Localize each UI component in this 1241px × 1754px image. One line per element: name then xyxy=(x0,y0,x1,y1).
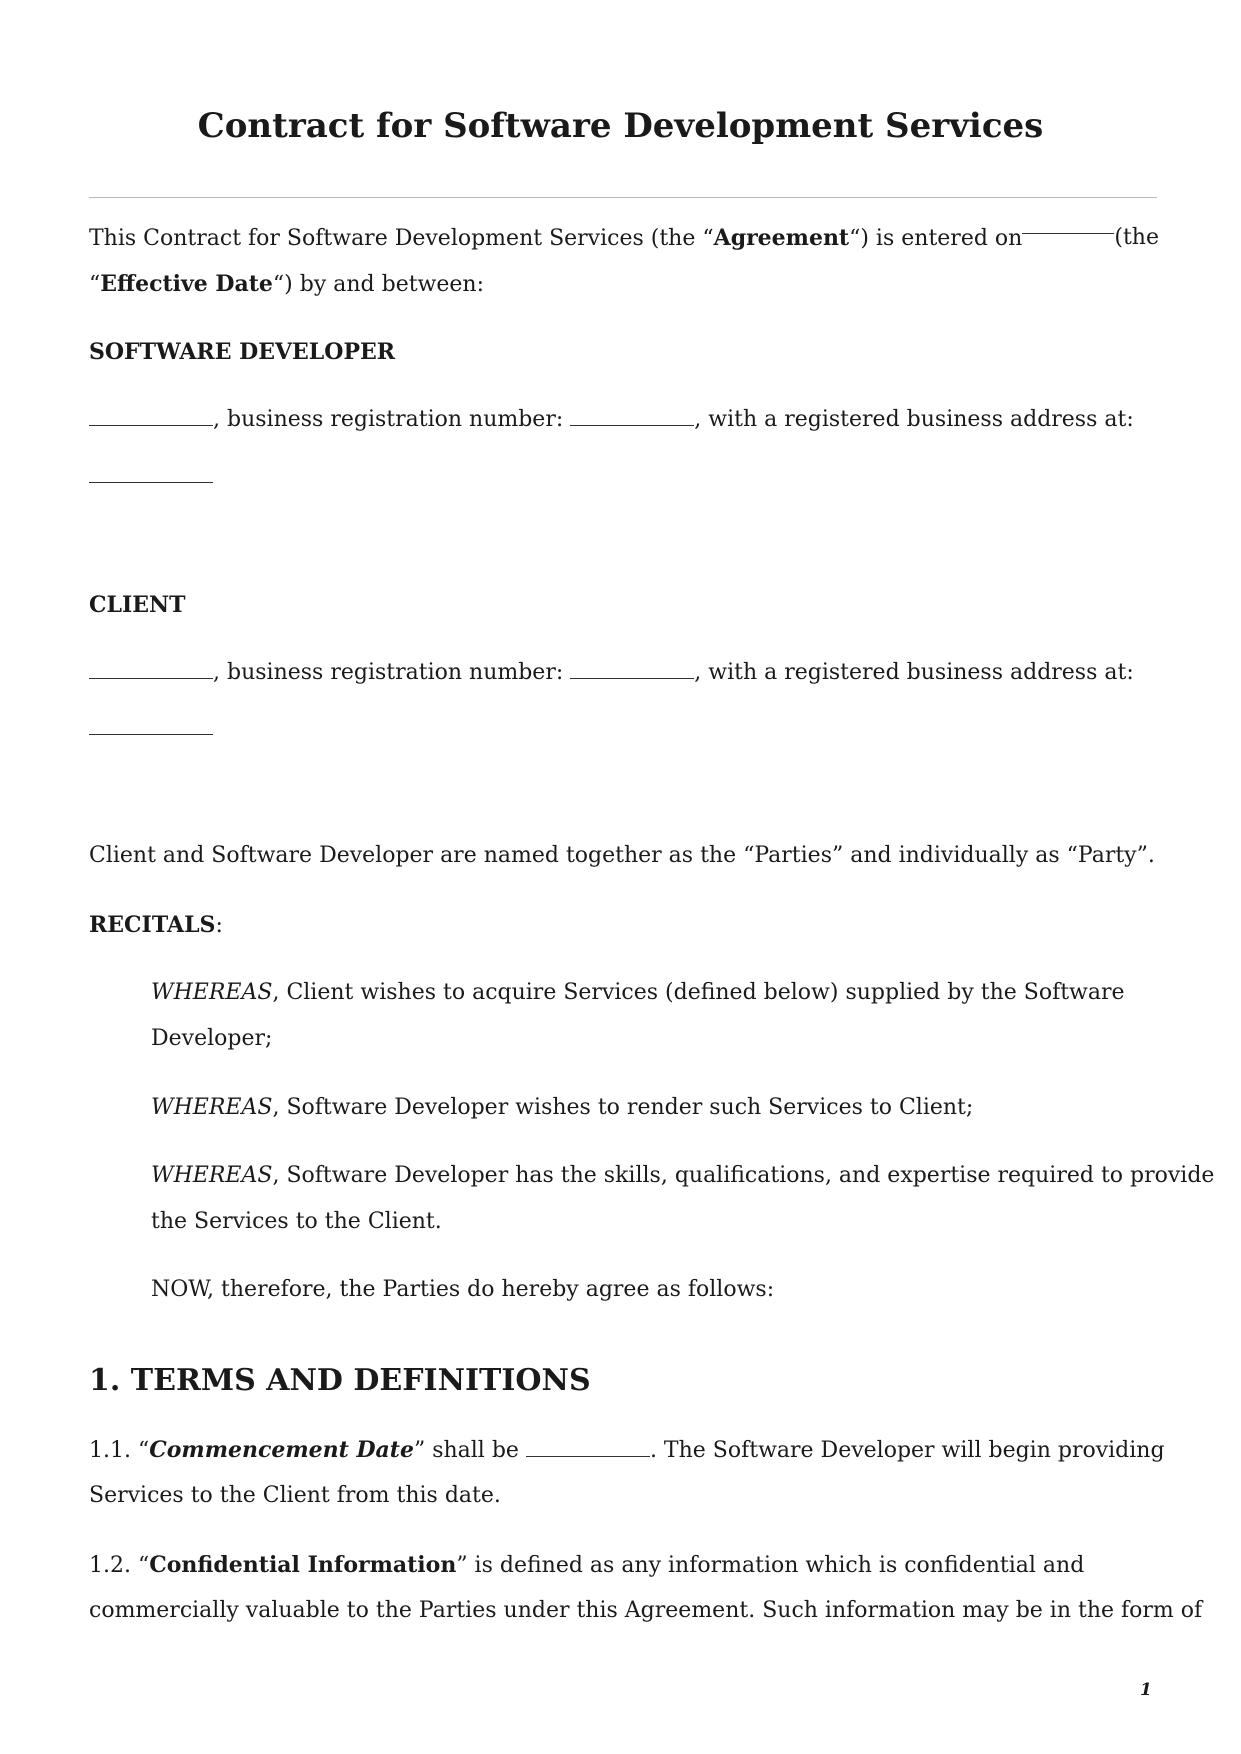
recital-1-text: , Client wishes to acquire Services (defined below) supplied by the Software xyxy=(272,980,1125,1005)
intro-text xyxy=(89,215,1022,262)
effective-date-blank[interactable] xyxy=(1022,215,1114,234)
whereas-1: WHEREAS xyxy=(151,980,273,1005)
definition-1-1-text-b: . The Software Developer will begin providing xyxy=(649,1438,1165,1463)
recitals-heading-line xyxy=(89,902,1159,949)
intro-text-d: “) by and between: xyxy=(272,272,485,297)
definition-1-2-text-a: ” is defined as any information which is confidential and xyxy=(456,1553,1085,1578)
page-number: 1 xyxy=(1140,1680,1152,1700)
intro-text-c: (the xyxy=(1114,225,1159,250)
developer-address-blank[interactable] xyxy=(89,482,213,483)
developer-name-blank[interactable] xyxy=(89,407,213,426)
definition-1-2-line-2: commercially valuable to the Parties under this Agreement. Such information may be in the form of xyxy=(89,1598,1203,1623)
definition-1-1-line-2: Services to the Client from this date. xyxy=(89,1483,501,1508)
definition-1-1-text-a: ” shall be xyxy=(413,1438,519,1463)
intro-line-1 xyxy=(89,215,1159,262)
developer-heading: SOFTWARE DEVELOPER xyxy=(89,339,396,365)
commencement-date-blank[interactable] xyxy=(526,1438,650,1457)
definition-1-2-line-1 xyxy=(89,1542,1159,1589)
developer-address-label: , with a registered business address at: xyxy=(694,407,1134,432)
client-reg-number-blank[interactable] xyxy=(570,660,694,679)
effective-date-term: Effective Date xyxy=(100,271,273,297)
agreement-term: Agreement xyxy=(713,225,850,251)
client-name-blank[interactable] xyxy=(89,660,213,679)
developer-details xyxy=(89,397,1159,443)
client-heading: CLIENT xyxy=(89,592,186,618)
client-address-blank[interactable] xyxy=(89,734,213,735)
recital-3-text: , Software Developer has the skills, qualifications, and expertise required to provide xyxy=(272,1163,1215,1188)
developer-reg-label: , business registration number: xyxy=(213,407,564,432)
document-title: Contract for Software Development Services xyxy=(197,106,1044,146)
recital-2-text: , Software Developer wishes to render such Services to Client; xyxy=(272,1095,974,1120)
recital-1-line-2: Developer; xyxy=(151,1026,273,1051)
definition-1-1-number: 1.1. “ xyxy=(89,1438,150,1463)
recital-3-line-1 xyxy=(151,1153,1215,1199)
definition-1-1-line-1 xyxy=(89,1427,1165,1474)
parties-sentence: Client and Software Developer are named together as the “Parties” and individually as “Party”. xyxy=(89,843,1155,868)
recital-2 xyxy=(151,1085,1161,1131)
intro-line-2 xyxy=(89,261,1159,308)
definition-1-2-number: 1.2. “ xyxy=(89,1553,150,1578)
recitals-colon: : xyxy=(215,913,223,938)
section-1-heading: 1. TERMS AND DEFINITIONS xyxy=(89,1363,591,1398)
recitals-heading: RECITALS xyxy=(89,912,216,938)
confidential-information-term: Confidential Information xyxy=(149,1552,457,1578)
intro-quote: “ xyxy=(89,272,101,297)
now-therefore: NOW, therefore, the Parties do hereby agree as follows: xyxy=(151,1277,775,1302)
commencement-date-term: Commencement Date xyxy=(149,1437,414,1463)
whereas-2: WHEREAS xyxy=(151,1095,273,1120)
recital-3-line-2: the Services to the Client. xyxy=(151,1209,442,1234)
intro-text-b: “) is entered on xyxy=(849,226,1023,251)
client-address-label: , with a registered business address at: xyxy=(694,660,1134,685)
intro-text-a: This Contract for Software Development Services (the “ xyxy=(89,226,714,251)
client-reg-label: , business registration number: xyxy=(213,660,564,685)
recital-1-line-1 xyxy=(151,970,1161,1016)
title-divider xyxy=(89,197,1157,198)
client-details xyxy=(89,650,1159,696)
whereas-3: WHEREAS xyxy=(151,1163,273,1188)
developer-reg-number-blank[interactable] xyxy=(570,407,694,426)
